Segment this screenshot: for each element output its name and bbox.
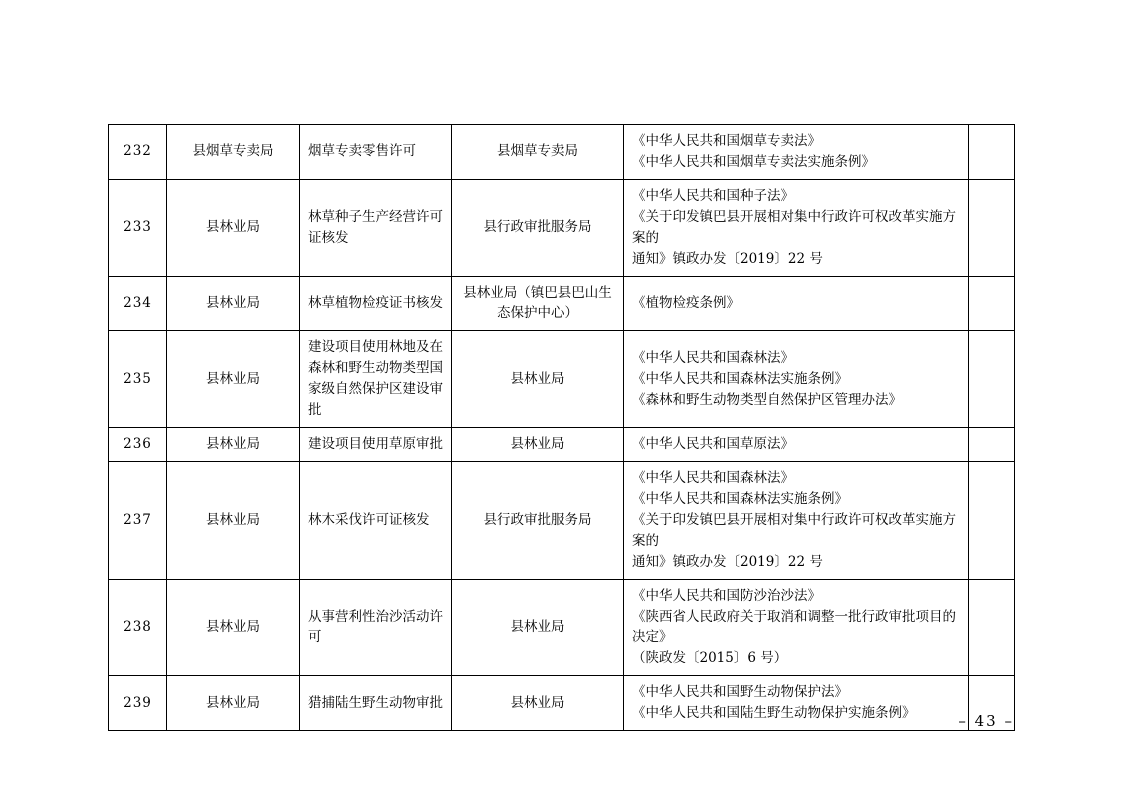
cell-item-name: 林草种子生产经营许可证核发 (300, 179, 452, 276)
cell-item-name: 建设项目使用草原审批 (300, 428, 452, 462)
cell-serial-number: 235 (109, 331, 167, 428)
legal-basis-line: 《陕西省人民政府关于取消和调整一批行政审批项目的决定》 (632, 608, 956, 646)
cell-department: 县林业局 (167, 461, 300, 579)
cell-item-name: 建设项目使用林地及在森林和野生动物类型国家级自然保护区建设审批 (300, 331, 452, 428)
cell-remark (969, 461, 1015, 579)
legal-basis-line: 通知》镇政办发〔2019〕22 号 (632, 553, 823, 570)
legal-basis-line: （陕政发〔2015〕6 号） (632, 650, 788, 667)
cell-legal-basis (624, 179, 969, 276)
cell-department: 县林业局 (167, 276, 300, 331)
administrative-items-table (108, 124, 1015, 731)
cell-serial-number: 238 (109, 579, 167, 676)
cell-remark (969, 331, 1015, 428)
cell-legal-basis (624, 276, 969, 331)
cell-item-name: 猎捕陆生野生动物审批 (300, 676, 452, 731)
table-row (109, 428, 1015, 462)
cell-serial-number: 236 (109, 428, 167, 462)
cell-department: 县林业局 (167, 579, 300, 676)
cell-implementing-org: 县林业局 (452, 579, 624, 676)
legal-basis-line: 《中华人民共和国森林法实施条例》 (632, 370, 848, 387)
legal-basis-line: 《中华人民共和国森林法》 (632, 349, 794, 366)
cell-remark (969, 579, 1015, 676)
table-row (109, 676, 1015, 731)
cell-serial-number: 237 (109, 461, 167, 579)
cell-serial-number: 239 (109, 676, 167, 731)
cell-department: 县林业局 (167, 428, 300, 462)
cell-legal-basis (624, 331, 969, 428)
cell-department: 县林业局 (167, 179, 300, 276)
table-row (109, 579, 1015, 676)
legal-basis-line: 《中华人民共和国森林法实施条例》 (632, 490, 848, 507)
table-row (109, 179, 1015, 276)
cell-remark (969, 276, 1015, 331)
cell-legal-basis (624, 125, 969, 180)
legal-basis-line: 通知》镇政办发〔2019〕22 号 (632, 250, 823, 267)
cell-implementing-org: 县林业局 (452, 331, 624, 428)
table-row (109, 461, 1015, 579)
legal-basis-line: 《中华人民共和国草原法》 (632, 436, 794, 453)
cell-legal-basis (624, 676, 969, 731)
cell-item-name: 林木采伐许可证核发 (300, 461, 452, 579)
cell-legal-basis (624, 461, 969, 579)
legal-basis-line: 《中华人民共和国种子法》 (632, 187, 794, 204)
table-row (109, 276, 1015, 331)
cell-legal-basis (624, 428, 969, 462)
cell-serial-number: 233 (109, 179, 167, 276)
legal-basis-line: 《中华人民共和国陆生野生动物保护实施条例》 (632, 705, 916, 722)
cell-implementing-org: 县林业局（镇巴县巴山生态保护中心） (452, 276, 624, 331)
cell-serial-number: 232 (109, 125, 167, 180)
cell-department: 县林业局 (167, 331, 300, 428)
legal-basis-line: 《森林和野生动物类型自然保护区管理办法》 (632, 391, 902, 408)
legal-basis-line: 《中华人民共和国烟草专卖法》 (632, 133, 821, 149)
cell-implementing-org: 县行政审批服务局 (452, 179, 624, 276)
cell-item-name: 从事营利性治沙活动许可 (300, 579, 452, 676)
cell-legal-basis (624, 579, 969, 676)
table-body (109, 125, 1015, 731)
cell-remark (969, 428, 1015, 462)
cell-item-name: 林草植物检疫证书核发 (300, 276, 452, 331)
cell-remark (969, 125, 1015, 180)
cell-department: 县烟草专卖局 (167, 125, 300, 180)
cell-remark (969, 179, 1015, 276)
legal-basis-line: 《中华人民共和国森林法》 (632, 469, 794, 486)
cell-item-name: 烟草专卖零售许可 (300, 125, 452, 180)
cell-implementing-org: 县行政审批服务局 (452, 461, 624, 579)
legal-basis-line: 《关于印发镇巴县开展相对集中行政许可权改革实施方案的 (632, 511, 956, 549)
legal-basis-line: 《中华人民共和国野生动物保护法》 (632, 684, 848, 701)
cell-implementing-org: 县林业局 (452, 428, 624, 462)
legal-basis-line: 《中华人民共和国烟草专卖法实施条例》 (632, 153, 875, 170)
cell-serial-number: 234 (109, 276, 167, 331)
legal-basis-line: 《植物检疫条例》 (632, 294, 740, 311)
cell-implementing-org: 县林业局 (452, 676, 624, 731)
table-row (109, 125, 1015, 180)
cell-implementing-org: 县烟草专卖局 (452, 125, 624, 180)
page-number: – 43 – (958, 712, 1014, 730)
cell-department: 县林业局 (167, 676, 300, 731)
legal-basis-line: 《关于印发镇巴县开展相对集中行政许可权改革实施方案的 (632, 208, 956, 246)
legal-basis-line: 《中华人民共和国防沙治沙法》 (632, 587, 821, 604)
table-row (109, 331, 1015, 428)
